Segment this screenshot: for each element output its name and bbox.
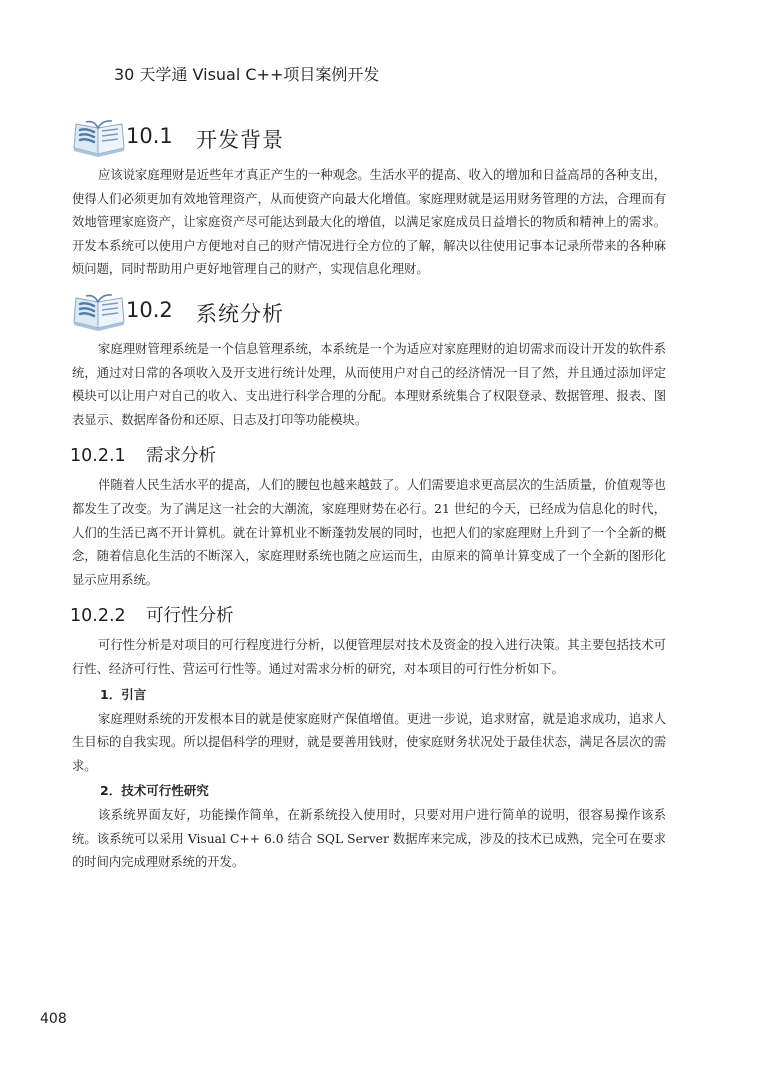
page-number: 408	[40, 1011, 67, 1027]
item-heading: 1．引言	[100, 686, 147, 702]
open-book-icon	[72, 292, 128, 332]
subsection-number: 10.2.1	[70, 446, 126, 467]
section-heading	[72, 118, 666, 158]
subsection-requirements-analysis	[72, 442, 666, 592]
subsection-feasibility-analysis	[72, 602, 666, 875]
paragraph: 该系统界面友好，功能操作简单，在新系统投入使用时，只要对用户进行简单的说明，很容易操作该系统。该系统可以采用 Visual C++ 6.0 结合 SQL Server 数据库来完成，涉及的技术已成熟，完全可在要求的时间内完成理财系统的开发。	[72, 808, 666, 870]
section-development-background	[72, 118, 666, 282]
subsection-heading	[70, 442, 666, 470]
paragraph: 应该说家庭理财是近些年才真正产生的一种观念。生活水平的提高、收入的增加和日益高昂的各种支出，使得人们必须更加有效地管理资产，从而使资产向最大化增值。家庭理财就是运用财务管理的方法，合理而有效地管理家庭资产，让家庭资产尽可能达到最大化的增值，以满足家庭成员日益增长的物质和精神上的需求。开发本系统可以使用户方便地对自己的财产情况进行全方位的了解，解决以往使用记事本记录所带来的各种麻烦问题，同时帮助用户更好地管理自己的财产，实现信息化理财。	[72, 168, 666, 277]
paragraph: 家庭理财系统的开发根本目的就是使家庭财产保值增值。更进一步说，追求财富，就是追求成功，追求人生目标的自我实现。所以提倡科学的理财，就是要善用钱财，使家庭财务状况处于最佳状态，满足各层次的需求。	[72, 711, 666, 773]
subsection-title: 可行性分析	[146, 606, 234, 627]
section-number: 10.2	[126, 297, 173, 322]
subsection-heading	[70, 602, 666, 630]
paragraph: 家庭理财管理系统是一个信息管理系统，本系统是一个为适应对家庭理财的迫切需求而设计开发的软件系统，通过对日常的各项收入及开支进行统计处理，从而使用户对自己的经济情况一目了然，并且通过添加评定模块可以让用户对自己的收入、支出进行科学合理的分配。本理财系统集合了权限登录、数据管理、报表、图表显示、数据库备份和还原、日志及打印等功能模块。	[72, 341, 666, 427]
section-title: 开发背景	[196, 128, 284, 152]
running-header: 30 天学通 Visual C++项目案例开发	[114, 65, 380, 84]
item-heading: 2．技术可行性研究	[100, 783, 209, 799]
section-system-analysis	[72, 292, 666, 432]
page-body	[72, 118, 666, 885]
subsection-title: 需求分析	[146, 446, 216, 467]
section-number: 10.1	[126, 124, 173, 148]
subsection-number: 10.2.2	[70, 606, 126, 627]
open-book-icon	[72, 118, 128, 158]
section-heading	[72, 292, 666, 332]
paragraph: 可行性分析是对项目的可行程度进行分析，以便管理层对技术及资金的投入进行决策。其主要包括技术可行性、经济可行性、营运可行性等。通过对需求分析的研究，对本项目的可行性分析如下。	[72, 638, 666, 676]
paragraph: 伴随着人民生活水平的提高，人们的腰包也越来越鼓了。人们需要追求更高层次的生活质量，价值观等也都发生了改变。为了满足这一社会的大潮流，家庭理财势在必行。21 世纪的今天，已经成为信息化的时代，人们的生活已离不开计算机。就在计算机业不断蓬勃发展的同时，也把人们的家庭理财上升到了一个全新的概念，随着信息化生活的不断深入，家庭理财系统也随之应运而生，由原来的简单计算变成了一个全新的图形化显示应用系统。	[72, 478, 666, 587]
section-title: 系统分析	[196, 301, 284, 326]
